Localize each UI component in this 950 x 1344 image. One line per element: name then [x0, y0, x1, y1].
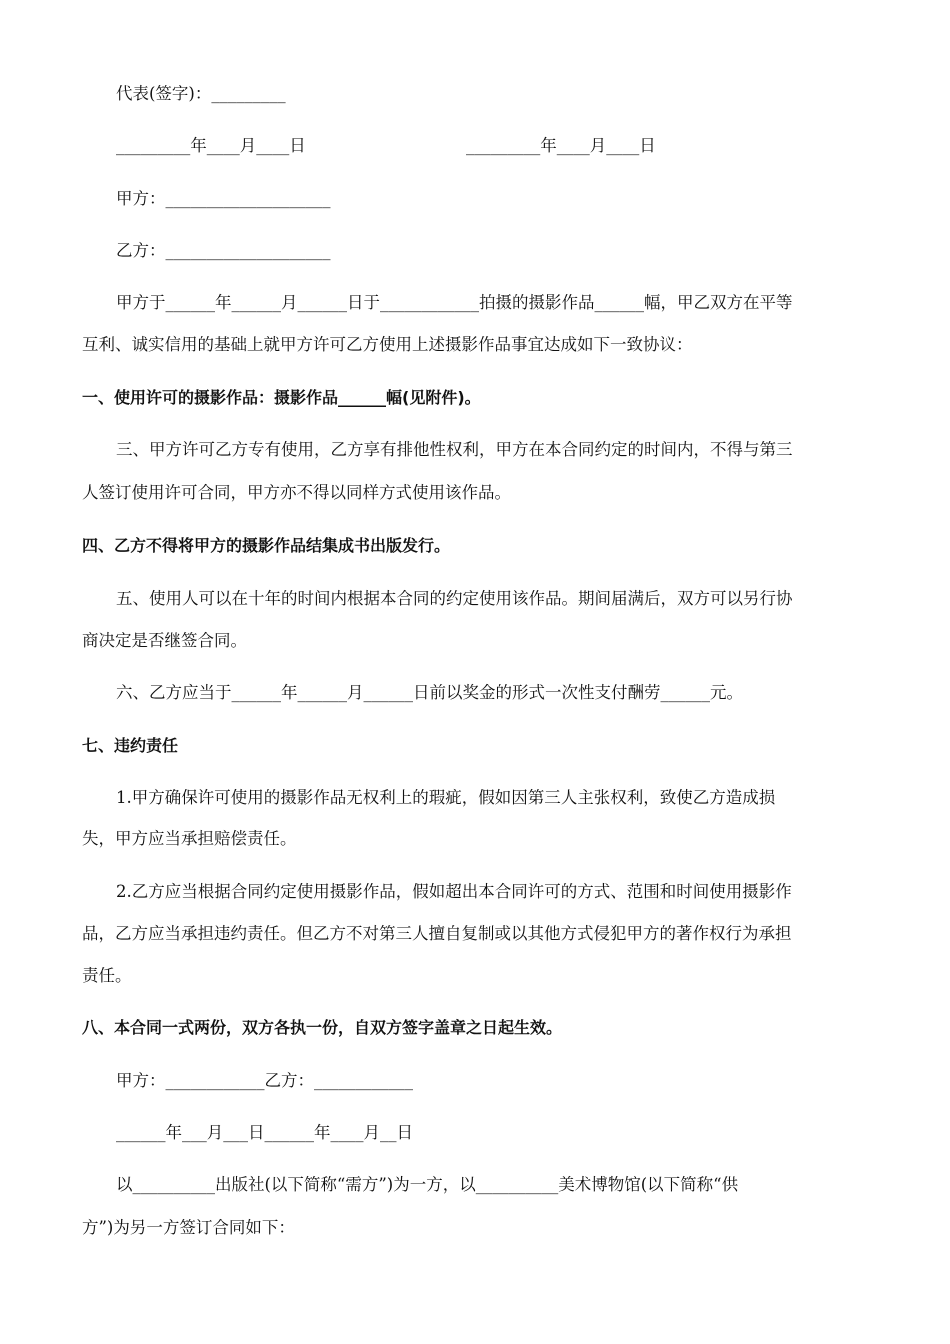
intro-paragraph-line-1: 甲方于______年______月______日于____________拍摄的摄影作品______幅，甲乙双方在平等 [116, 293, 793, 312]
date-line-right: _________年____月____日 [466, 136, 656, 155]
clause-7-item-2-line-3: 责任。 [82, 966, 132, 985]
publisher-intro-line-1: 以__________出版社(以下简称“需方”)为一方，以__________美术博物馆(以下简称“供 [116, 1175, 739, 1194]
signature-line: 代表(签字)：_________ [116, 84, 286, 103]
clause-5-line-1: 五、使用人可以在十年的时间内根据本合同的约定使用该作品。期间届满后，双方可以另行协 [116, 589, 793, 608]
clause-7-item-1-line-1: 1.甲方确保许可使用的摄影作品无权利上的瑕疵，假如因第三人主张权利，致使乙方造成损 [116, 788, 776, 807]
clause-8-heading: 八、本合同一式两份，双方各执一份，自双方签字盖章之日起生效。 [82, 1018, 563, 1037]
clause-6-line: 六、乙方应当于______年______月______日前以奖金的形式一次性支付酬劳______元。 [116, 683, 743, 702]
party-b-line: 乙方：____________________ [116, 241, 331, 260]
party-a-line: 甲方：____________________ [116, 189, 331, 208]
date-line-left: _________年____月____日 [116, 136, 306, 155]
clause-1-heading: 一、使用许可的摄影作品：摄影作品______幅(见附件)。 [82, 388, 481, 407]
intro-paragraph-line-2: 互利、诚实信用的基础上就甲方许可乙方使用上述摄影作品事宜达成如下一致协议： [82, 335, 693, 354]
clause-7-item-2-line-2: 品，乙方应当承担违约责任。但乙方不对第三人擅自复制或以其他方式侵犯甲方的著作权行为承担 [82, 924, 792, 943]
clause-3-line-1: 三、甲方许可乙方专有使用，乙方享有排他性权利，甲方在本合同约定的时间内，不得与第三 [116, 440, 793, 459]
clause-5-line-2: 商决定是否继签合同。 [82, 631, 247, 650]
clause-3-line-2: 人签订使用许可合同，甲方亦不得以同样方式使用该作品。 [82, 483, 511, 502]
clause-7-item-1-line-2: 失，甲方应当承担赔偿责任。 [82, 829, 297, 848]
clause-7-item-2-line-1: 2.乙方应当根据合同约定使用摄影作品，假如超出本合同许可的方式、范围和时间使用摄影作 [116, 882, 792, 901]
signature-parties-line: 甲方：____________乙方：____________ [116, 1071, 413, 1090]
publisher-intro-line-2: 方”)为另一方签订合同如下： [82, 1218, 295, 1237]
clause-4-heading: 四、乙方不得将甲方的摄影作品结集成书出版发行。 [82, 536, 451, 555]
signature-dates-line: ______年___月___日______年____月__日 [116, 1123, 413, 1142]
clause-7-heading: 七、违约责任 [82, 736, 179, 755]
